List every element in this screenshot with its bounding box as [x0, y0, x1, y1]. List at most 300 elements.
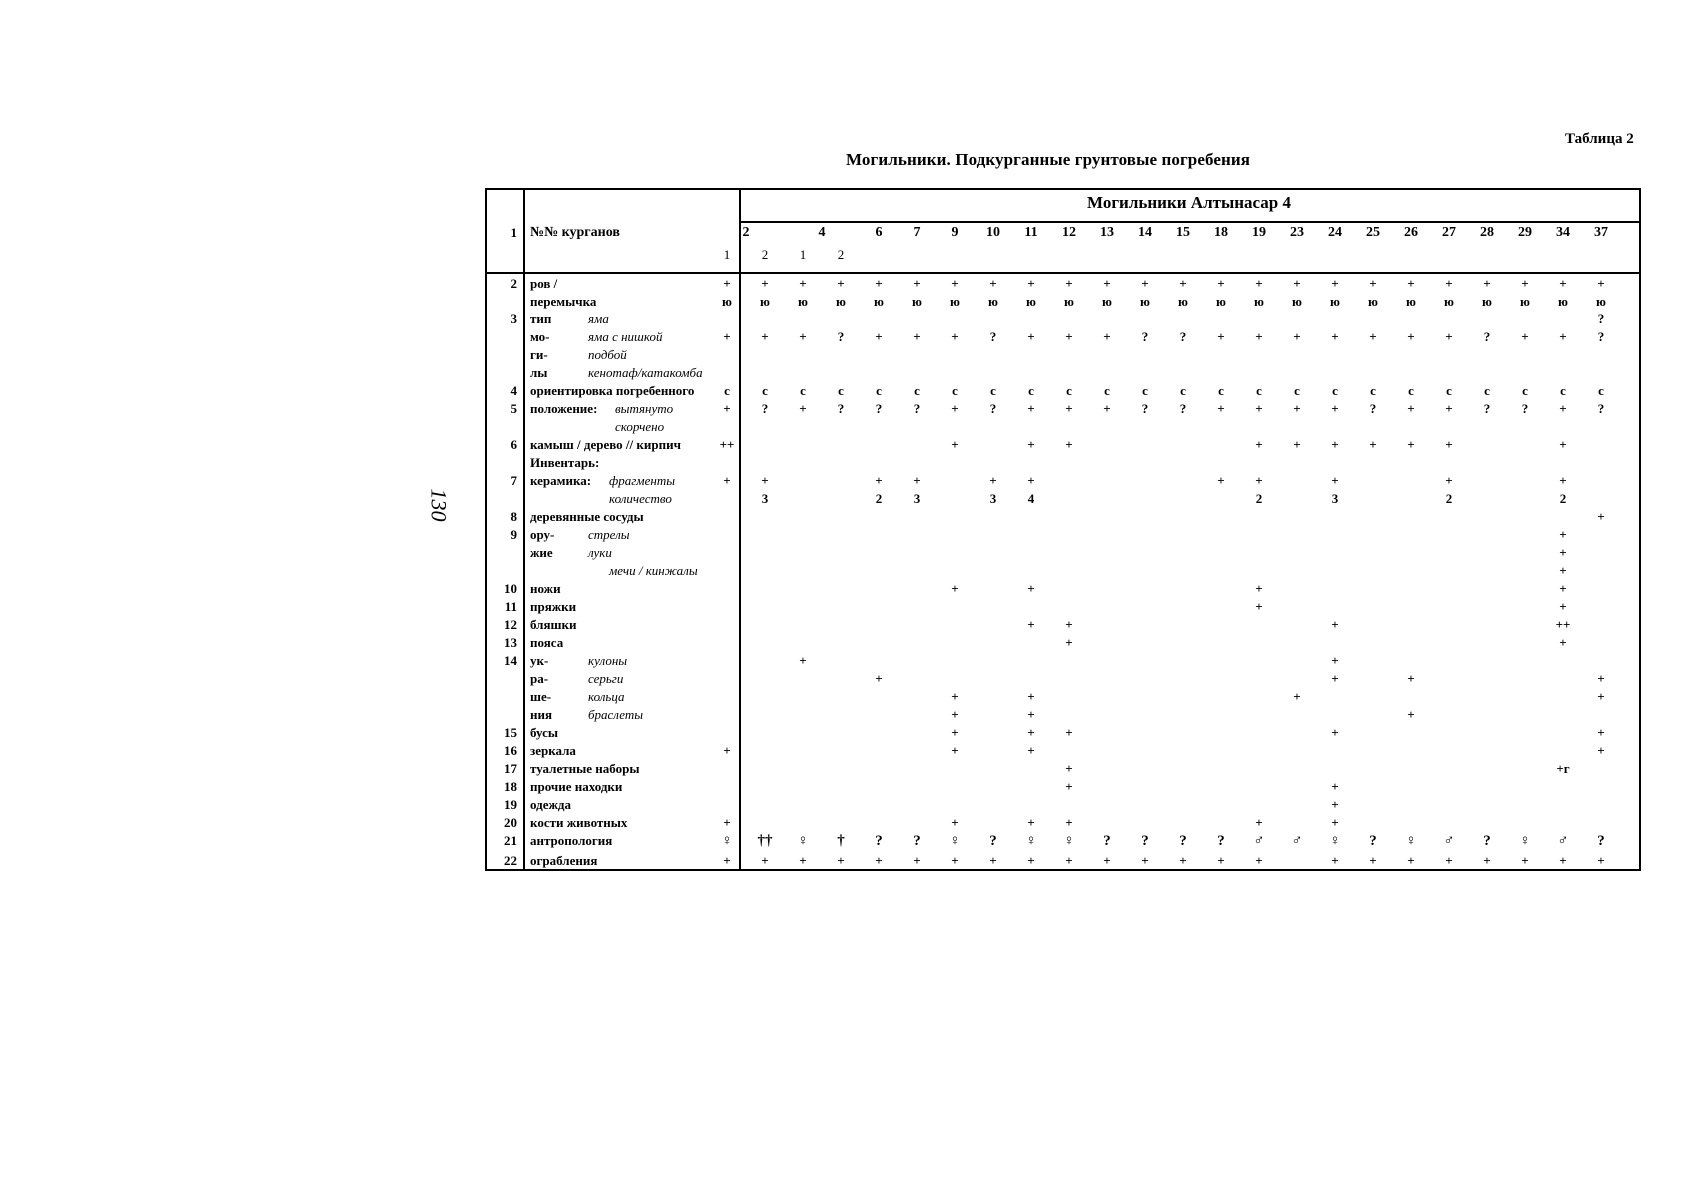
table-cell-mark: с [762, 383, 768, 398]
table-cell-mark: + [1255, 401, 1263, 416]
table-cell-mark: ♀ [721, 833, 733, 849]
table-cell-mark: ? [1483, 401, 1491, 416]
table-cell-mark: + [1445, 473, 1453, 488]
table-cell-mark: ю [1026, 294, 1036, 309]
table-cell-mark: ю [1292, 294, 1302, 309]
table-cell-mark: + [1559, 473, 1567, 488]
table-cell-mark: + [913, 853, 921, 868]
table-cell-mark: + [1521, 329, 1529, 344]
table-cell-mark: + [1597, 276, 1605, 291]
table-cell-mark: с [990, 383, 996, 398]
table-cell-mark: + [837, 853, 845, 868]
table-cell-mark: ? [1483, 833, 1491, 849]
table-cell-mark: ? [1597, 833, 1605, 849]
row-label: ров / [530, 276, 558, 291]
table-cell-mark: + [1217, 853, 1225, 868]
table-cell-mark: ? [1179, 833, 1187, 849]
table-cell-mark: + [951, 853, 959, 868]
row-label: положение: [530, 401, 598, 416]
kurgan-sub-number: 1 [799, 247, 807, 262]
kurgan-number: 28 [1480, 225, 1494, 240]
table-cell-mark: + [1597, 689, 1605, 704]
table-cell-mark: ю [1368, 294, 1378, 309]
table-cell-mark: 2 [1255, 491, 1263, 506]
row-number: 14 [504, 653, 517, 668]
table-cell-mark: ? [1103, 833, 1111, 849]
row-option: мечи / кинжалы [609, 563, 698, 578]
kurgan-number: 4 [818, 225, 826, 240]
table-cell-mark: + [1027, 401, 1035, 416]
header-body-divider [487, 272, 1639, 274]
table-cell-mark: + [1331, 671, 1339, 686]
table-cell-mark: + [723, 473, 731, 488]
kurgan-sub-number: 1 [723, 247, 731, 262]
row-option: серьги [588, 671, 624, 686]
kurgan-sub-number: 2 [761, 247, 769, 262]
table-cell-mark: + [799, 853, 807, 868]
table-cell-mark: с [1028, 383, 1034, 398]
row-label: туалетные наборы [530, 761, 640, 776]
table-cell-mark: + [1293, 276, 1301, 291]
table-cell-mark: + [1331, 725, 1339, 740]
table-cell-mark: + [1407, 853, 1415, 868]
table-cell-mark: + [1445, 401, 1453, 416]
table-cell-mark: + [951, 725, 959, 740]
table-cell-mark: ? [1179, 401, 1187, 416]
table-cell-mark: + [1559, 599, 1567, 614]
table-cell-mark: ю [988, 294, 998, 309]
table-cell-mark: ? [1597, 311, 1605, 326]
table-cell-mark: + [1179, 853, 1187, 868]
table-cell-mark: + [1331, 617, 1339, 632]
table-cell-mark: ? [837, 329, 845, 344]
table-cell-mark: + [951, 401, 959, 416]
kurgan-number: 10 [986, 225, 1000, 240]
table-cell-mark: + [1027, 689, 1035, 704]
table-cell-mark: + [951, 581, 959, 596]
header-row-number: 1 [510, 225, 517, 240]
row-label: зеркала [530, 743, 576, 758]
row-number: 13 [504, 635, 517, 650]
table-cell-mark: ? [1217, 833, 1225, 849]
table-cell-mark: с [1484, 383, 1490, 398]
table-cell-mark: + [1027, 329, 1035, 344]
table-cell-mark: + [1521, 276, 1529, 291]
table-cell-mark: + [1255, 581, 1263, 596]
kurgan-number: 25 [1366, 225, 1380, 240]
table-cell-mark: ? [875, 401, 883, 416]
table-cell-mark: + [1331, 797, 1339, 812]
table-cell-mark: + [1293, 437, 1301, 452]
col-divider-num [523, 190, 525, 869]
table-cell-mark: + [723, 276, 731, 291]
table-cell-mark: + [1559, 545, 1567, 560]
table-cell-mark: + [1331, 401, 1339, 416]
table-cell-mark: ю [1064, 294, 1074, 309]
table-cell-mark: + [1559, 437, 1567, 452]
table-cell-mark: ? [761, 401, 769, 416]
row-number: 6 [510, 437, 517, 452]
table-cell-mark: + [1331, 779, 1339, 794]
table-cell-mark: + [1483, 276, 1491, 291]
table-cell-mark: + [913, 329, 921, 344]
table-cell-mark: ю [1330, 294, 1340, 309]
row-number: 15 [504, 725, 517, 740]
row-label: кости животных [530, 815, 628, 830]
table-cell-mark: + [1559, 581, 1567, 596]
table-cell-mark: ю [836, 294, 846, 309]
row-option: кулоны [588, 653, 628, 668]
table-cell-mark: с [800, 383, 806, 398]
row-label: бляшки [530, 617, 577, 632]
table-cell-mark: + [1103, 401, 1111, 416]
table-cell-mark: + [1407, 437, 1415, 452]
table-cell-mark: + [875, 671, 883, 686]
table-cell-mark: + [951, 743, 959, 758]
table-cell-mark: + [1293, 689, 1301, 704]
row-option: скорчено [615, 419, 665, 434]
row-number: 16 [504, 743, 517, 758]
table-cell-mark: + [1103, 276, 1111, 291]
table-cell-mark: + [761, 473, 769, 488]
table-cell-mark: ? [913, 833, 921, 849]
table-cell-mark: + [1521, 853, 1529, 868]
table-cell-mark: + [1331, 437, 1339, 452]
table-cell-mark: + [1331, 853, 1339, 868]
table-cell-mark: ♀ [949, 833, 961, 849]
row-number: 19 [504, 797, 517, 812]
table-cell-mark: + [1255, 437, 1263, 452]
table-cell-mark: ю [1140, 294, 1150, 309]
kurgan-number: 23 [1290, 225, 1304, 240]
table-cell-mark: + [1597, 671, 1605, 686]
row-number: 8 [510, 509, 517, 524]
table-cell-mark: + [723, 853, 731, 868]
table-cell-mark: + [1407, 401, 1415, 416]
table-cell-mark: с [1142, 383, 1148, 398]
table-cell-mark: + [1331, 276, 1339, 291]
table-cell-mark: + [1065, 779, 1073, 794]
row-label: ги- [530, 347, 548, 362]
table-cell-mark: + [1445, 437, 1453, 452]
table-cell-mark: + [1369, 853, 1377, 868]
table-cell-mark: + [723, 401, 731, 416]
table-cell-mark: + [1027, 473, 1035, 488]
table-cell-mark: ю [1178, 294, 1188, 309]
table-cell-mark: 4 [1027, 491, 1035, 506]
table-cell-mark: + [1407, 707, 1415, 722]
kurgan-number: 7 [913, 225, 921, 240]
table-cell-mark: + [1255, 815, 1263, 830]
table-cell-mark: + [1597, 743, 1605, 758]
table-cell-mark: + [1597, 853, 1605, 868]
table-cell-mark: + [1217, 276, 1225, 291]
table-cell-mark: + [1065, 853, 1073, 868]
table-cell-mark: ю [912, 294, 922, 309]
table-cell-mark: + [1027, 581, 1035, 596]
table-cell-mark: ю [1482, 294, 1492, 309]
table-cell-mark: + [1217, 401, 1225, 416]
table-cell-mark: + [1369, 437, 1377, 452]
burial-table [485, 188, 1641, 871]
table-cell-mark: + [1065, 276, 1073, 291]
table-cell-mark: + [799, 653, 807, 668]
table-cell-mark: + [1255, 276, 1263, 291]
table-cell-mark: ? [989, 833, 997, 849]
table-cell-mark: + [1027, 437, 1035, 452]
table-cell-mark: ю [950, 294, 960, 309]
table-cell-mark: с [838, 383, 844, 398]
table-cell-mark: ♂ [1291, 833, 1303, 849]
row-label: жие [530, 545, 553, 560]
table-cell-mark: + [1407, 276, 1415, 291]
table-cell-mark: † [837, 833, 845, 849]
table-cell-mark: ? [837, 401, 845, 416]
table-cell-mark: с [1408, 383, 1414, 398]
table-cell-mark: + [1255, 853, 1263, 868]
table-cell-mark: + [1027, 743, 1035, 758]
kurgan-number: 18 [1214, 225, 1228, 240]
table-cell-mark: + [1027, 725, 1035, 740]
kurgans-header-label: №№ курганов [530, 225, 620, 240]
table-cell-mark: + [1407, 671, 1415, 686]
section-label: Инвентарь: [530, 455, 600, 470]
row-label: камыш / дерево // кирпич [530, 437, 681, 452]
kurgan-number: 37 [1594, 225, 1608, 240]
table-cell-mark: с [1066, 383, 1072, 398]
row-label: антропология [530, 833, 613, 848]
table-cell-mark: + [989, 276, 997, 291]
row-number: 5 [510, 401, 517, 416]
table-cell-mark: + [1559, 276, 1567, 291]
group-title: Могильники Алтынасар 4 [1087, 193, 1291, 212]
table-cell-mark: + [1103, 853, 1111, 868]
row-option: браслеты [588, 707, 644, 722]
table-cell-mark: 3 [913, 491, 921, 506]
page-title: Могильники. Подкурганные грунтовые погребения [846, 150, 1251, 169]
table-cell-mark: + [1331, 653, 1339, 668]
row-option: кенотаф/катакомба [588, 365, 703, 380]
table-cell-mark: ? [1141, 401, 1149, 416]
table-cell-mark: + [1559, 401, 1567, 416]
table-cell-mark: ? [913, 401, 921, 416]
table-cell-mark: + [875, 329, 883, 344]
table-cell-mark: + [1065, 437, 1073, 452]
table-cell-mark: ? [989, 401, 997, 416]
row-label: керамика: [530, 473, 592, 488]
table-cell-mark: + [951, 437, 959, 452]
table-cell-mark: ? [989, 329, 997, 344]
table-cell-mark: + [1255, 473, 1263, 488]
table-cell-mark: ю [1216, 294, 1226, 309]
table-cell-mark: + [1597, 725, 1605, 740]
row-option: количество [609, 491, 672, 506]
row-number: 12 [504, 617, 517, 632]
table-cell-mark: 3 [761, 491, 769, 506]
row-option: вытянуто [615, 401, 674, 416]
table-cell-mark: + [723, 815, 731, 830]
row-option: подбой [588, 347, 627, 362]
table-cell-mark: ю [1102, 294, 1112, 309]
table-cell-mark: с [1256, 383, 1262, 398]
row-number: 22 [504, 853, 517, 868]
table-cell-mark: + [761, 329, 769, 344]
table-cell-mark: с [724, 383, 730, 398]
table-cell-mark: + [1217, 473, 1225, 488]
table-cell-mark: + [723, 743, 731, 758]
kurgan-number: 29 [1518, 225, 1532, 240]
row-label: мо- [530, 329, 550, 344]
table-cell-mark: + [1445, 853, 1453, 868]
table-cell-mark: с [1560, 383, 1566, 398]
table-cell-mark: ? [1369, 833, 1377, 849]
table-cell-mark: ♀ [1025, 833, 1037, 849]
row-number: 4 [510, 383, 517, 398]
table-cell-mark: с [1218, 383, 1224, 398]
table-cell-mark: ♀ [1405, 833, 1417, 849]
table-cell-mark: + [913, 473, 921, 488]
table-cell-mark: + [1255, 329, 1263, 344]
table-cell-mark: + [1445, 276, 1453, 291]
table-cell-mark: + [1179, 276, 1187, 291]
row-number: 2 [510, 276, 517, 291]
row-number: 10 [504, 581, 517, 596]
table-cell-mark: + [951, 276, 959, 291]
row-label: ору- [530, 527, 555, 542]
table-cell-mark: ♀ [1329, 833, 1341, 849]
kurgan-number: 2 [742, 225, 750, 240]
row-number: 18 [504, 779, 517, 794]
table-cell-mark: 3 [989, 491, 997, 506]
kurgan-number: 12 [1062, 225, 1076, 240]
row-label: одежда [530, 797, 571, 812]
table-cell-mark: ? [1141, 329, 1149, 344]
table-cell-mark: + [1559, 635, 1567, 650]
table-cell-mark: + [761, 276, 769, 291]
table-cell-mark: + [1369, 276, 1377, 291]
table-cell-mark: ? [1597, 401, 1605, 416]
table-cell-mark: +г [1556, 761, 1570, 776]
table-cell-mark: 2 [1559, 491, 1567, 506]
table-cell-mark: с [952, 383, 958, 398]
table-cell-mark: ю [1596, 294, 1606, 309]
table-cell-mark: + [951, 815, 959, 830]
table-cell-mark: + [951, 707, 959, 722]
table-cell-mark: + [875, 276, 883, 291]
table-cell-mark: с [876, 383, 882, 398]
table-cell-mark: + [1065, 329, 1073, 344]
table-cell-mark: + [1065, 635, 1073, 650]
table-cell-mark: + [1293, 329, 1301, 344]
table-cell-mark: + [1103, 329, 1111, 344]
row-label: пояса [530, 635, 564, 650]
table-cell-mark: ю [1406, 294, 1416, 309]
kurgan-number: 27 [1442, 225, 1456, 240]
table-cell-mark: ♂ [1557, 833, 1569, 849]
table-label: Таблица 2 [1565, 131, 1634, 147]
kurgan-number: 14 [1138, 225, 1152, 240]
table-cell-mark: с [1598, 383, 1604, 398]
row-label: ше- [530, 689, 552, 704]
table-cell-mark: ? [1369, 401, 1377, 416]
table-cell-mark: + [1331, 815, 1339, 830]
table-cell-mark: + [951, 329, 959, 344]
table-cell-mark: с [1370, 383, 1376, 398]
table-cell-mark: + [951, 689, 959, 704]
table-cell-mark: с [914, 383, 920, 398]
table-cell-mark: + [1293, 401, 1301, 416]
table-cell-mark: с [1522, 383, 1528, 398]
table-cell-mark: + [1141, 853, 1149, 868]
table-cell-mark: с [1332, 383, 1338, 398]
kurgan-number: 24 [1328, 225, 1342, 240]
table-cell-mark: + [1065, 617, 1073, 632]
row-label: деревянные сосуды [530, 509, 644, 524]
row-option: яма с нишкой [588, 329, 663, 344]
table-cell-mark: ю [874, 294, 884, 309]
table-cell-mark: ♀ [797, 833, 809, 849]
row-option: кольца [588, 689, 625, 704]
table-cell-mark: 2 [875, 491, 883, 506]
table-cell-mark: ♂ [1443, 833, 1455, 849]
table-cell-mark: + [875, 853, 883, 868]
row-label: лы [530, 365, 548, 380]
row-number: 21 [504, 833, 517, 848]
row-label: ножи [530, 581, 561, 596]
table-cell-mark: + [1065, 761, 1073, 776]
kurgan-number: 34 [1556, 225, 1570, 240]
table-cell-mark: + [799, 329, 807, 344]
row-number: 9 [510, 527, 517, 542]
row-label: ограбления [530, 853, 598, 868]
row-number: 11 [504, 599, 517, 614]
table-cell-mark: + [989, 473, 997, 488]
row-label: тип [530, 311, 552, 326]
table-cell-mark: + [761, 853, 769, 868]
row-option: яма [588, 311, 609, 326]
table-cell-mark: + [1027, 707, 1035, 722]
table-cell-mark: + [1597, 509, 1605, 524]
table-cell-mark: 3 [1331, 491, 1339, 506]
row-number: 17 [504, 761, 517, 776]
row-label: пряжки [530, 599, 577, 614]
kurgan-number: 9 [951, 225, 959, 240]
table-cell-mark: ю [798, 294, 808, 309]
row-number: 7 [510, 473, 517, 488]
table-cell-mark: ю [760, 294, 770, 309]
row-label: бусы [530, 725, 559, 740]
table-cell-mark: + [1027, 815, 1035, 830]
row-label: перемычка [530, 294, 597, 309]
row-number: 3 [510, 311, 517, 326]
kurgan-number: 11 [1024, 225, 1038, 240]
table-cell-mark: + [1027, 853, 1035, 868]
table-cell-mark: с [1180, 383, 1186, 398]
table-cell-mark: с [1104, 383, 1110, 398]
table-cell-mark: ю [1558, 294, 1568, 309]
table-cell-mark: + [723, 329, 731, 344]
table-cell-mark: + [1559, 527, 1567, 542]
table-cell-mark: + [1065, 401, 1073, 416]
table-cell-mark: ++ [719, 437, 735, 452]
row-label: ориентировка погребенного [530, 383, 695, 398]
table-cell-mark: 2 [1445, 491, 1453, 506]
table-cell-mark: ? [1179, 329, 1187, 344]
table-cell-mark: ? [1521, 401, 1529, 416]
table-cell-mark: + [1369, 329, 1377, 344]
table-cell-mark: ю [1254, 294, 1264, 309]
table-cell-mark: + [875, 473, 883, 488]
